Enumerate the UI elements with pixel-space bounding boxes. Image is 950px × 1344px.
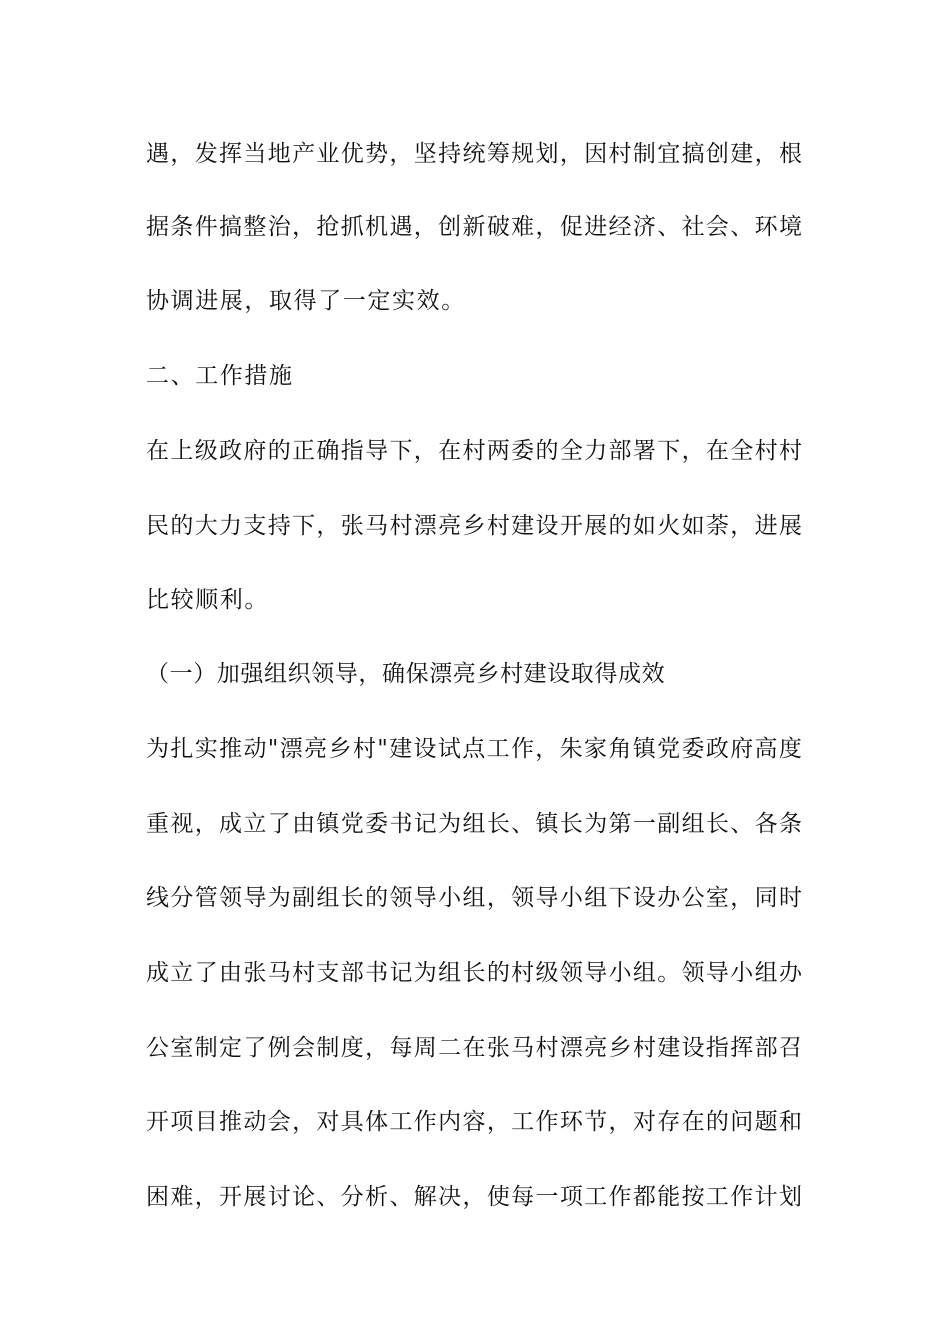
paragraph-line-5: 在 上 级 政 府 的 正 确 指 导 下 ， 在 村 两 委 的 全 力 部 署 下 ， 在 全 村 村	[146, 438, 802, 464]
paragraph-line-12: 成 立 了 由 张 马 村 支 部 书 记 为 组 长 的 村 级 领 导 小 组 。 领 导 小 组 办	[146, 960, 802, 986]
section-heading: 二、工作措施	[146, 363, 294, 389]
paragraph-line-15: 困 难 ， 开 展 讨 论 、 分 析 、 解 决 ， 使 每 一 项 工 作 都 能 按 工 作 计 划	[146, 1184, 802, 1210]
paragraph-line-7: 比较顺利。	[146, 587, 269, 613]
paragraph-line-10: 重 视 ， 成 立 了 由 镇 党 委 书 记 为 组 长 、 镇 长 为 第 一 副 组 长 、 各 条	[146, 811, 802, 837]
paragraph-line-14: 开 项 目 推 动 会 ， 对 具 体 工 作 内 容 ， 工 作 环 节 ， 对 存 在 的 问 题 和	[146, 1109, 802, 1135]
paragraph-line-2: 据 条 件 搞 整 治 ， 抢 抓 机 遇 ， 创 新 破 难 ， 促 进 经 济 、 社 会 、 环 境	[146, 214, 802, 240]
paragraph-line-11: 线 分 管 领 导 为 副 组 长 的 领 导 小 组 ， 领 导 小 组 下 设 办 公 室 ， 同 时	[146, 885, 802, 911]
paragraph-line-6: 民 的 大 力 支 持 下 ， 张 马 村 漂 亮 乡 村 建 设 开 展 的 如 火 如 荼 ， 进 展	[146, 513, 802, 539]
subsection-heading: （一）加强组织领导，确保漂亮乡村建设取得成效	[146, 661, 666, 687]
paragraph-line-9: 为 扎 实 推 动 " 漂 亮 乡 村 " 建 设 试 点 工 作 ， 朱 家 角 镇 党 委 政 府 高 度	[146, 736, 802, 762]
paragraph-line-3: 协调进展，取得了一定实效。	[146, 288, 466, 314]
paragraph-line-13: 公 室 制 定 了 例 会 制 度 ， 每 周 二 在 张 马 村 漂 亮 乡 村 建 设 指 挥 部 召	[146, 1035, 802, 1061]
paragraph-line-1: 遇 ， 发 挥 当 地 产 业 优 势 ， 坚 持 统 筹 规 划 ， 因 村 制 宜 搞 创 建 ， 根	[146, 141, 802, 167]
